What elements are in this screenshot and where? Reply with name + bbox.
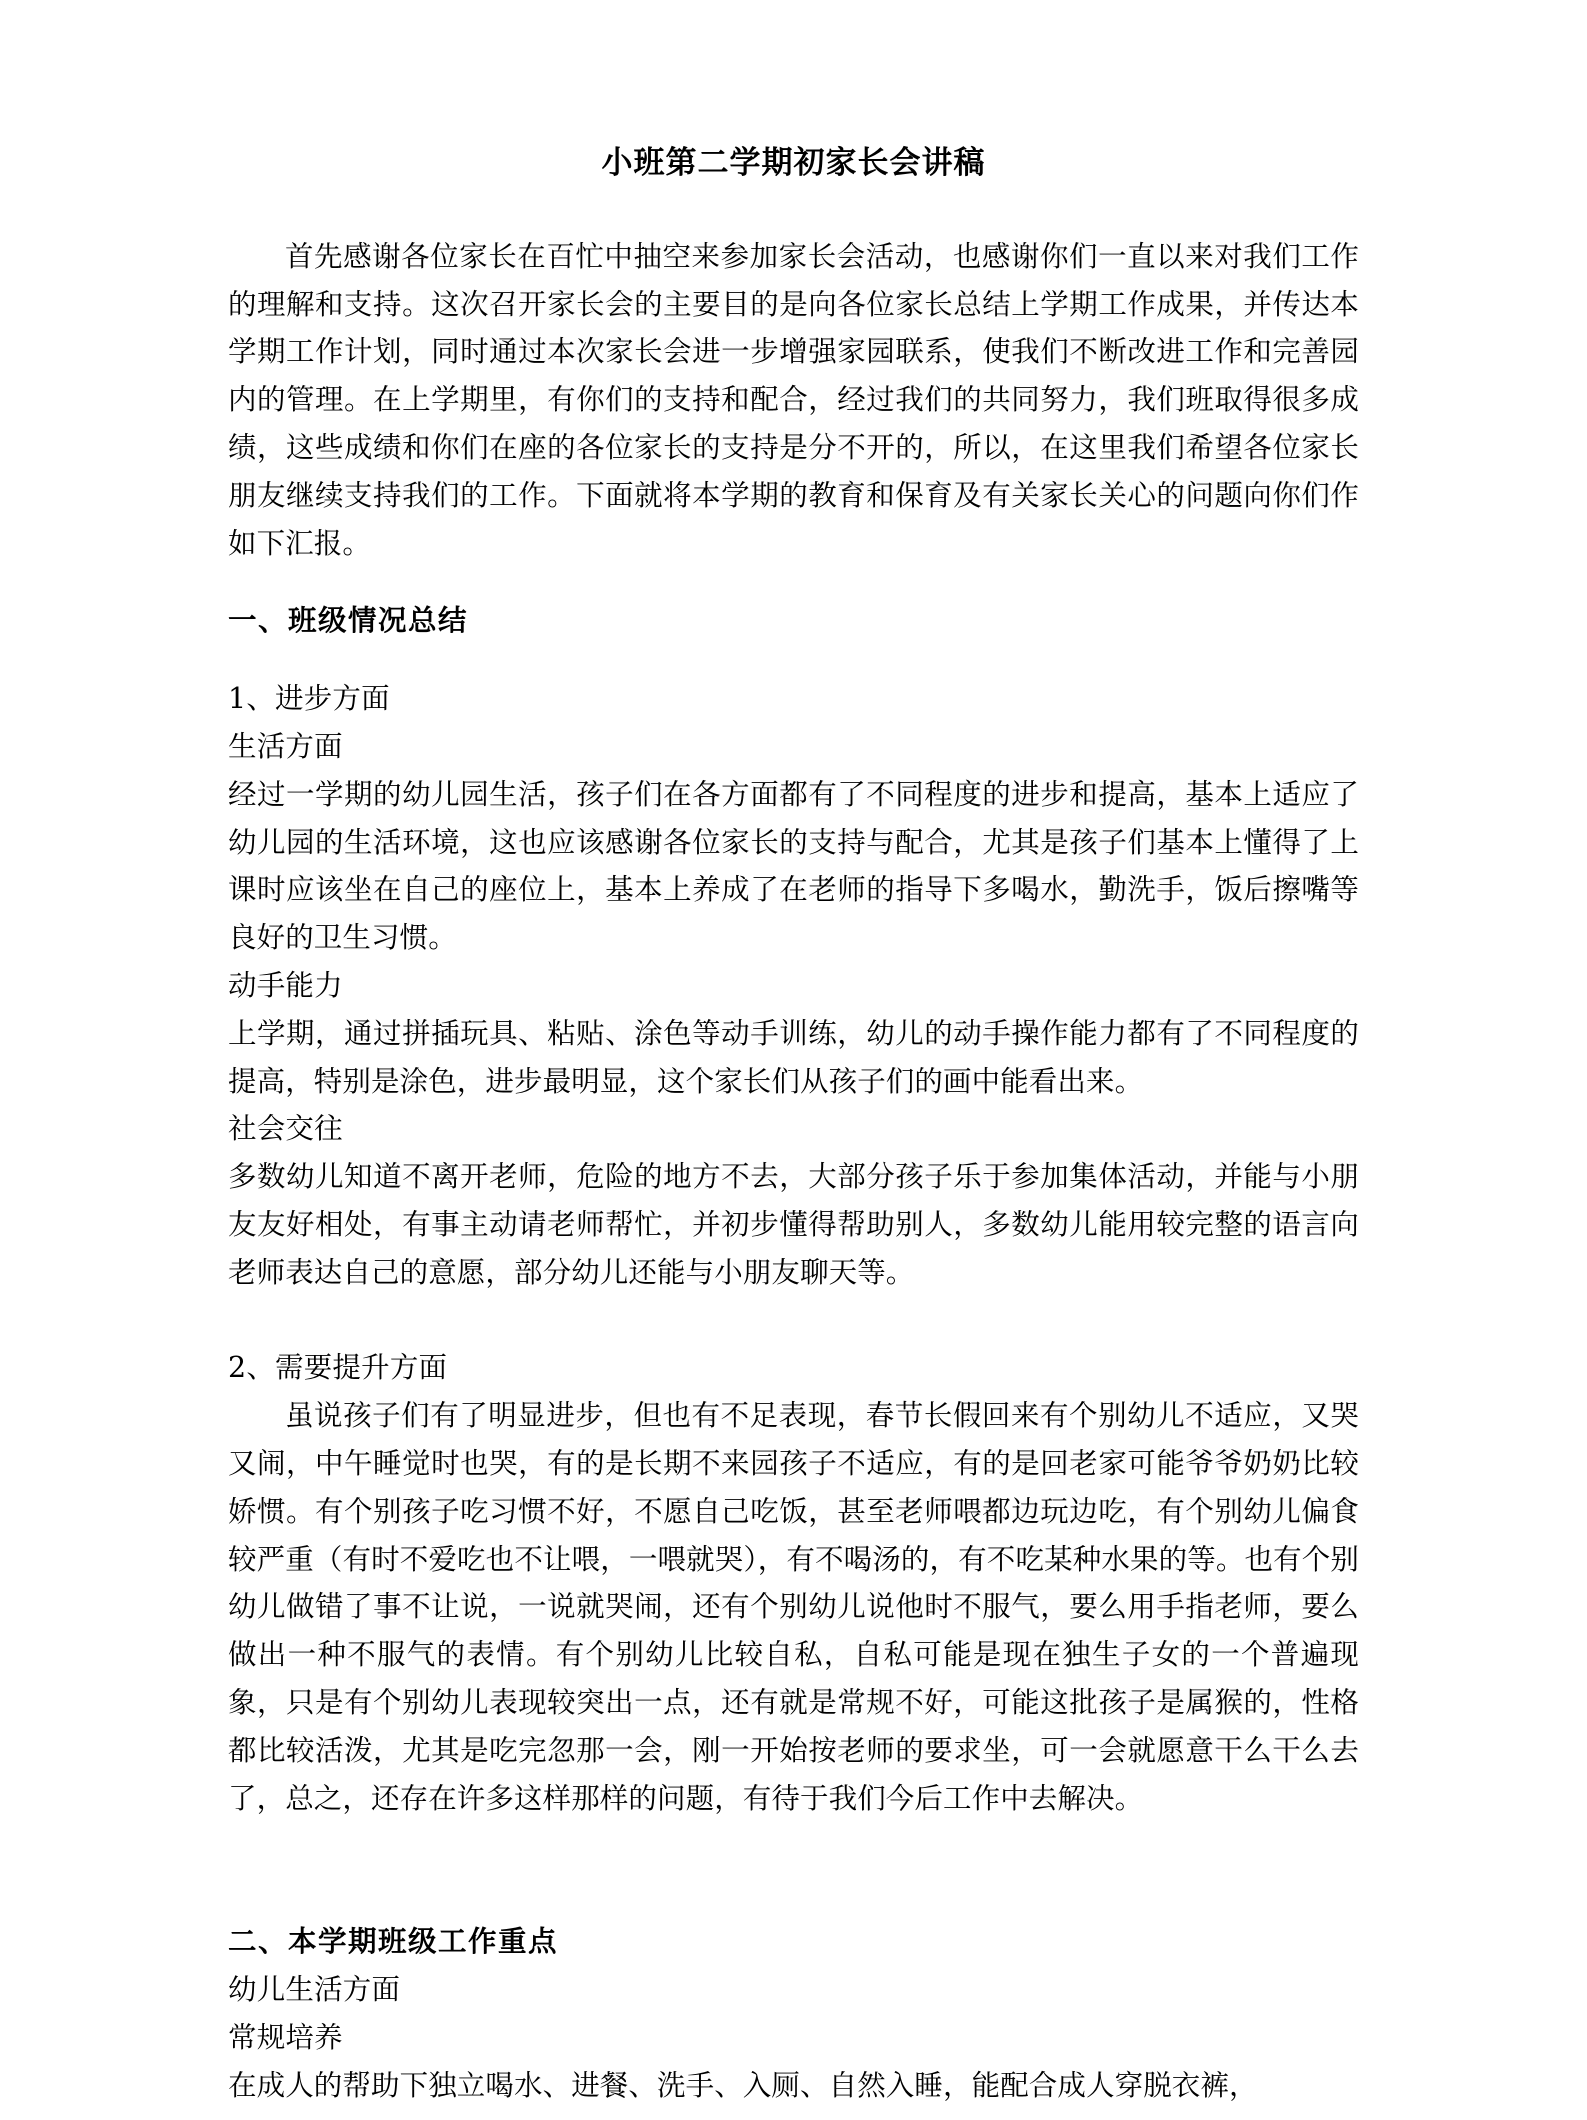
spacer-before-section-one — [228, 567, 1359, 597]
section-heading-two: 二、本学期班级工作重点 — [228, 1924, 559, 1959]
spacer-after-section-one-heading — [228, 645, 1359, 675]
section-two-sub1-label: 幼儿生活方面 — [228, 1973, 401, 2007]
section-one-sub1-text: 经过一学期的幼儿园生活，孩子们在各方面都有了不同程度的进步和提高，基本上适应了幼儿园的生活环境，这也应该感谢各位家长的支持与配合，尤其是孩子们基本上懂得了上课时应该坐在自己的座位上，基本上养成了在老师的指导下多喝水，勤洗手，饭后擦嘴等良好的卫生习惯。 — [228, 777, 1359, 955]
section-two-sub2-text: 在成人的帮助下独立喝水、进餐、洗手、入厕、自然入睡，能配合成人穿脱衣裤， — [228, 2068, 1258, 2102]
section-heading-one: 一、班级情况总结 — [228, 603, 469, 638]
spacer-before-item2 — [228, 1296, 1359, 1344]
document-text-column — [228, 0, 1359, 2110]
section-one-sub3-label: 社会交往 — [228, 1112, 343, 1146]
section-one-item2-label: 2、需要提升方面 — [228, 1351, 448, 1385]
intro-paragraph: 首先感谢各位家长在百忙中抽空来参加家长会活动，也感谢你们一直以来对我们工作的理解和支持。这次召开家长会的主要目的是向各位家长总结上学期工作成果，并传达本学期工作计划，同时通过本次家长会进一步增强家园联系，使我们不断改进工作和完善园内的管理。在上学期里，有你们的支持和配合，经过我们的共同努力，我们班取得很多成绩，这些成绩和你们在座的各位家长的支持是分不开的，所以，在这里我们希望各位家长朋友继续支持我们的工作。下面就将本学期的教育和保育及有关家长关心的问题向你们作如下汇报。 — [228, 239, 1359, 560]
section-one-sub2-label: 动手能力 — [228, 968, 343, 1002]
section-one-sub3-text: 多数幼儿知道不离开老师，危险的地方不去，大部分孩子乐于参加集体活动，并能与小朋友友好相处，有事主动请老师帮忙，并初步懂得帮助别人，多数幼儿能用较完整的语言向老师表达自己的意愿，部分幼儿还能与小朋友聊天等。 — [228, 1160, 1359, 1289]
spacer-title — [228, 183, 1359, 233]
section-one-sub1-label: 生活方面 — [228, 729, 343, 763]
section-one-item1-label: 1、进步方面 — [228, 682, 390, 716]
page-title: 小班第二学期初家长会讲稿 — [601, 145, 986, 181]
section-one-sub2-text: 上学期，通过拼插玩具、粘贴、涂色等动手训练，幼儿的动手操作能力都有了不同程度的提高，特别是涂色，进步最明显，这个家长们从孩子们的画中能看出来。 — [228, 1016, 1359, 1098]
spacer-before-section-two — [228, 1822, 1359, 1918]
section-one-item2-text: 虽说孩子们有了明显进步，但也有不足表现，春节长假回来有个别幼儿不适应，又哭又闹，中午睡觉时也哭，有的是长期不来园孩子不适应，有的是回老家可能爷爷奶奶比较娇惯。有个别孩子吃习惯不好，不愿自己吃饭，甚至老师喂都边玩边吃，有个别幼儿偏食较严重（有时不爱吃也不让喂，一喂就哭），有不喝汤的，有不吃某种水果的等。也有个别幼儿做错了事不让说，一说就哭闹，还有个别幼儿说他时不服气，要么用手指老师，要么做出一种不服气的表情。有个别幼儿比较自私，自私可能是现在独生子女的一个普遍现象，只是有个别幼儿表现较突出一点，还有就是常规不好，可能这批孩子是属猴的，性格都比较活泼，尤其是吃完忽那一会，刚一开始按老师的要求坐，可一会就愿意干么干么去了，总之，还存在许多这样那样的问题，有待于我们今后工作中去解决。 — [228, 1399, 1359, 1815]
section-two-sub2-label: 常规培养 — [228, 2021, 343, 2055]
